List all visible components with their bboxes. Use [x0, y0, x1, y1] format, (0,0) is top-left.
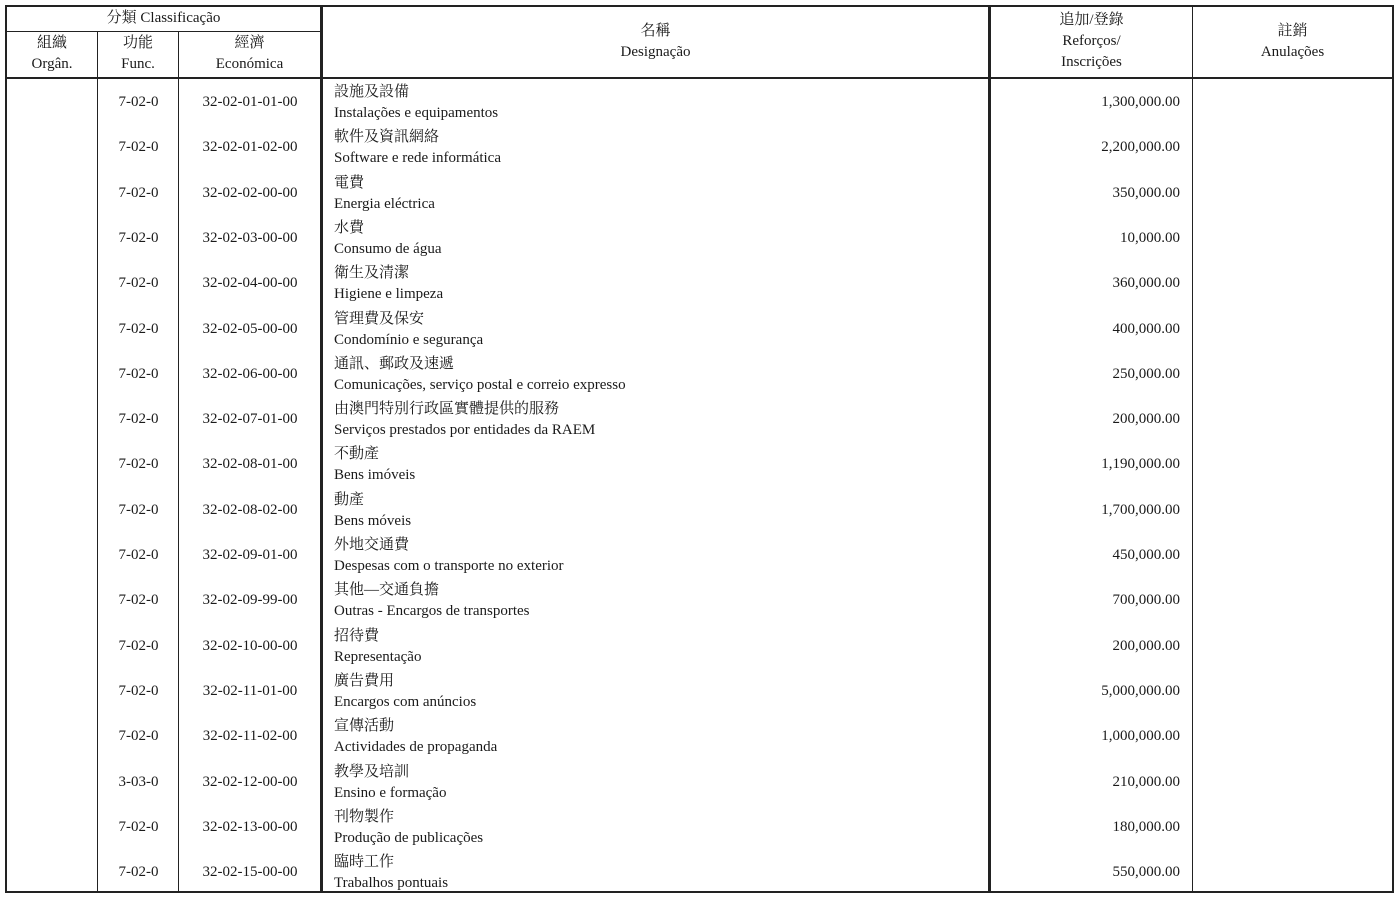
reinforcement-amount: 450,000.00 — [1112, 547, 1180, 563]
designation-cell — [334, 309, 984, 354]
econ-code-cell: 32-02-02-00-00 — [202, 184, 298, 201]
annulment-amount — [1193, 760, 1392, 805]
designation-cell — [334, 354, 984, 399]
table-row — [7, 624, 1392, 669]
func-code-cell: 7-02-0 — [118, 501, 159, 518]
designation-pt: Software e rede informática — [334, 150, 501, 167]
econ-code-cell: 32-02-12-00-00 — [202, 773, 298, 790]
table-row — [7, 397, 1392, 442]
designation-pt: Consumo de água — [334, 240, 442, 257]
func-code-cell: 7-02-0 — [118, 139, 159, 156]
organ-cell — [7, 533, 97, 578]
designation-cell — [334, 399, 984, 444]
organ-cell — [7, 760, 97, 805]
organ-cell — [7, 125, 97, 170]
reinforcement-amount: 5,000,000.00 — [1101, 682, 1180, 699]
table-row — [7, 125, 1392, 170]
designation-pt: Ensino e formação — [334, 784, 447, 801]
designation-pt: Trabalhos pontuais — [334, 875, 449, 892]
organ-cell — [7, 488, 97, 533]
designation-zh: 外地交通費 — [334, 537, 410, 553]
annulment-amount — [1193, 578, 1392, 623]
econ-code-cell: 32-02-08-01-00 — [202, 456, 298, 473]
annulment-amount — [1193, 216, 1392, 261]
classification-label: 分類 Classificação — [106, 10, 221, 26]
func-code-cell: 7-02-0 — [118, 94, 159, 110]
econ-label-zh: 經濟 — [234, 35, 265, 51]
econ-code-cell: 32-02-01-02-00 — [202, 139, 298, 156]
func-code-cell: 7-02-0 — [118, 728, 159, 745]
reinforcement-amount: 350,000.00 — [1112, 184, 1180, 201]
designation-pt: Bens imóveis — [334, 467, 416, 484]
func-code-cell: 7-02-0 — [118, 547, 159, 563]
designation-zh: 不動產 — [334, 446, 380, 463]
annulment-amount — [1193, 714, 1392, 759]
func-code-cell: 7-02-0 — [118, 818, 159, 835]
designation-cell — [334, 580, 984, 625]
organ-cell — [7, 216, 97, 261]
reinforcement-amount: 10,000.00 — [1120, 229, 1180, 246]
table-row — [7, 488, 1392, 533]
classification-header — [7, 8, 320, 29]
designation-pt: Despesas com o transporte no exterior — [334, 558, 564, 574]
reinforcement-label-zh: 追加/登錄 — [1059, 12, 1124, 28]
designation-zh: 動產 — [334, 491, 365, 508]
table-row — [7, 352, 1392, 397]
reinforcement-label-pt: Reforços/ — [1062, 33, 1121, 49]
organ-cell — [7, 624, 97, 669]
organ-cell — [7, 714, 97, 759]
organ-cell — [7, 261, 97, 306]
table-row — [7, 307, 1392, 352]
reinforcement-amount: 550,000.00 — [1112, 864, 1180, 881]
func-label-pt: Func. — [121, 56, 155, 72]
header-subdivider — [7, 31, 322, 32]
designation-cell — [334, 127, 984, 172]
reinforcement-amount: 1,190,000.00 — [1101, 456, 1180, 473]
econ-header — [179, 33, 320, 75]
designation-pt: Bens móveis — [334, 512, 412, 529]
designation-cell — [334, 762, 984, 807]
reinforcement-amount: 210,000.00 — [1112, 773, 1180, 790]
econ-code-cell: 32-02-09-01-00 — [202, 547, 298, 563]
designation-cell — [334, 852, 984, 897]
organ-cell — [7, 442, 97, 487]
organ-cell — [7, 805, 97, 850]
designation-cell — [334, 173, 984, 218]
reinforcement-amount: 200,000.00 — [1112, 411, 1180, 428]
annulment-label-zh: 註銷 — [1277, 23, 1308, 39]
designation-zh: 由澳門特別行政區實體提供的服務 — [334, 401, 560, 418]
econ-code-cell: 32-02-10-00-00 — [202, 637, 298, 654]
designation-zh: 衛生及清潔 — [334, 265, 410, 282]
reinforcement-amount: 360,000.00 — [1112, 275, 1180, 292]
table-row — [7, 171, 1392, 216]
func-code-cell: 7-02-0 — [118, 456, 159, 473]
func-code-cell: 7-02-0 — [118, 682, 159, 699]
annulment-header — [1193, 21, 1392, 63]
organ-cell — [7, 171, 97, 216]
annulment-amount — [1193, 533, 1392, 578]
organ-cell — [7, 397, 97, 442]
annulment-amount — [1193, 80, 1392, 125]
organ-cell — [7, 850, 97, 895]
reinforcement-amount: 2,200,000.00 — [1101, 139, 1180, 156]
table-row — [7, 216, 1392, 261]
reinforcement-amount: 700,000.00 — [1112, 592, 1180, 609]
designation-zh: 管理費及保安 — [334, 310, 425, 327]
table-row — [7, 805, 1392, 850]
func-label-zh: 功能 — [122, 35, 153, 51]
designation-pt: Energia eléctrica — [334, 195, 435, 212]
reinforcement-amount: 1,700,000.00 — [1101, 501, 1180, 518]
designation-pt: Condomínio e segurança — [334, 331, 484, 348]
table-row — [7, 850, 1392, 895]
econ-code-cell: 32-02-05-00-00 — [202, 320, 298, 337]
func-code-cell: 3-03-0 — [118, 773, 159, 790]
annulment-amount — [1193, 805, 1392, 850]
annulment-amount — [1193, 624, 1392, 669]
designation-header — [323, 21, 988, 63]
designation-cell — [334, 444, 984, 489]
table-row — [7, 442, 1392, 487]
annulment-amount — [1193, 352, 1392, 397]
organ-cell — [7, 669, 97, 714]
annulment-amount — [1193, 397, 1392, 442]
designation-zh: 通訊、郵政及速遞 — [334, 355, 455, 372]
annulment-amount — [1193, 261, 1392, 306]
annulment-amount — [1193, 850, 1392, 895]
designation-pt: Encargos com anúncios — [334, 693, 477, 710]
designation-label-zh: 名稱 — [640, 23, 671, 39]
annulment-amount — [1193, 442, 1392, 487]
table-row — [7, 760, 1392, 805]
func-code-cell: 7-02-0 — [118, 637, 159, 654]
designation-zh: 教學及培訓 — [334, 763, 410, 780]
reinforcement-amount: 250,000.00 — [1112, 365, 1180, 382]
designation-zh: 電費 — [334, 174, 365, 191]
designation-pt: Outras - Encargos de transportes — [334, 603, 530, 620]
func-code-cell: 7-02-0 — [118, 229, 159, 246]
econ-code-cell: 32-02-13-00-00 — [202, 818, 298, 835]
annulment-amount — [1193, 669, 1392, 714]
designation-pt: Comunicações, serviço postal e correio expresso — [334, 376, 626, 393]
func-code-cell: 7-02-0 — [118, 320, 159, 337]
econ-code-cell: 32-02-04-00-00 — [202, 275, 298, 292]
designation-cell — [334, 490, 984, 535]
designation-pt: Produção de publicações — [334, 829, 484, 846]
organ-cell — [7, 80, 97, 125]
econ-label-pt: Económica — [215, 56, 284, 72]
designation-zh: 招待費 — [334, 627, 380, 644]
annulment-amount — [1193, 171, 1392, 216]
designation-pt: Instalações e equipamentos — [334, 105, 499, 121]
designation-zh: 水費 — [334, 219, 365, 236]
annulment-amount — [1193, 307, 1392, 352]
reinforcement-amount: 1,300,000.00 — [1101, 94, 1180, 110]
func-code-cell: 7-02-0 — [118, 411, 159, 428]
econ-code-cell: 32-02-03-00-00 — [202, 229, 298, 246]
econ-code-cell: 32-02-06-00-00 — [202, 365, 298, 382]
reinforcement-amount: 200,000.00 — [1112, 637, 1180, 654]
designation-cell — [334, 218, 984, 263]
organ-cell — [7, 307, 97, 352]
designation-pt: Higiene e limpeza — [334, 286, 444, 303]
reinforcement-amount: 180,000.00 — [1112, 818, 1180, 835]
func-code-cell: 7-02-0 — [118, 365, 159, 382]
budget-table — [5, 5, 1394, 893]
organ-cell — [7, 352, 97, 397]
designation-label-pt: Designação — [620, 44, 691, 60]
designation-cell — [334, 263, 984, 308]
designation-zh: 廣告費用 — [334, 672, 395, 689]
table-row — [7, 80, 1392, 125]
designation-cell — [334, 671, 984, 716]
reinforcement-header — [991, 10, 1192, 73]
econ-code-cell: 32-02-01-01-00 — [202, 94, 298, 110]
reinforcement-amount: 400,000.00 — [1112, 320, 1180, 337]
designation-pt: Serviços prestados por entidades da RAEM — [334, 422, 596, 439]
designation-cell — [334, 807, 984, 852]
designation-zh: 臨時工作 — [334, 854, 395, 871]
designation-zh: 刊物製作 — [334, 808, 395, 825]
econ-code-cell: 32-02-07-01-00 — [202, 411, 298, 428]
organ-label-pt: Orgân. — [31, 56, 73, 72]
header-bottom-rule — [7, 77, 1392, 79]
organ-cell — [7, 578, 97, 623]
table-row — [7, 714, 1392, 759]
table-row — [7, 533, 1392, 578]
func-code-cell: 7-02-0 — [118, 184, 159, 201]
func-code-cell: 7-02-0 — [118, 275, 159, 292]
func-code-cell: 7-02-0 — [118, 864, 159, 881]
table-row — [7, 578, 1392, 623]
designation-pt: Actividades de propaganda — [334, 739, 498, 756]
inscription-label-pt: Inscrições — [1061, 54, 1122, 70]
designation-zh: 軟件及資訊網絡 — [334, 129, 440, 146]
reinforcement-amount: 1,000,000.00 — [1101, 728, 1180, 745]
annulment-label-pt: Anulações — [1260, 44, 1325, 60]
econ-code-cell: 32-02-15-00-00 — [202, 864, 298, 881]
organ-label-zh: 組織 — [36, 35, 67, 51]
organ-header — [7, 33, 97, 75]
table-row — [7, 261, 1392, 306]
econ-code-cell: 32-02-09-99-00 — [202, 592, 298, 609]
annulment-amount — [1193, 125, 1392, 170]
designation-cell — [334, 626, 984, 671]
designation-cell — [334, 535, 984, 580]
table-row — [7, 669, 1392, 714]
designation-zh: 宣傳活動 — [334, 718, 395, 735]
func-header — [98, 33, 178, 75]
econ-code-cell: 32-02-11-02-00 — [202, 728, 298, 745]
designation-zh: 設施及設備 — [334, 84, 410, 100]
designation-zh: 其他—交通負擔 — [334, 582, 440, 599]
designation-cell — [334, 82, 984, 127]
annulment-amount — [1193, 488, 1392, 533]
econ-code-cell: 32-02-08-02-00 — [202, 501, 298, 518]
func-code-cell: 7-02-0 — [118, 592, 159, 609]
econ-code-cell: 32-02-11-01-00 — [202, 682, 298, 699]
designation-pt: Representação — [334, 648, 422, 665]
designation-cell — [334, 716, 984, 761]
